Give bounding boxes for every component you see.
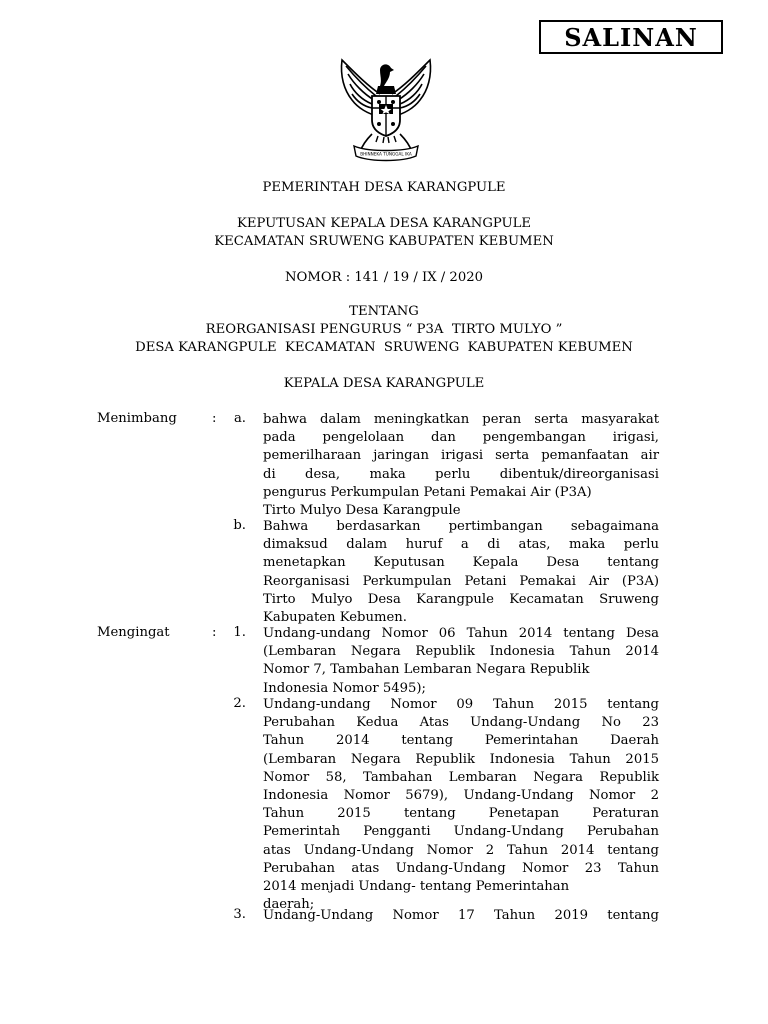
- menimbang-item-b: [263, 518, 659, 627]
- mengingat-mark-2: 2.: [233, 696, 246, 711]
- decree-number: NOMOR : 141 / 19 / IX / 2020: [284, 270, 483, 285]
- text-line: Tirto Mulyo Desa Karangpule Kecamatan Sruweng: [263, 591, 659, 607]
- text-line: Undang-undang Nomor 09 Tahun 2015 tentang: [263, 697, 659, 712]
- mengingat-mark-3: 3.: [233, 907, 246, 922]
- decree-title: KEPUTUSAN KEPALA DESA KARANGPULE: [236, 216, 532, 231]
- menimbang-colon: :: [212, 411, 217, 426]
- text-line: Indonesia Nomor 5495);: [263, 680, 426, 696]
- subject-line-2: DESA KARANGPULE KECAMATAN SRUWENG KABUPATEN KEBUMEN: [135, 340, 633, 355]
- subject-line-1: REORGANISASI PENGURUS “ P3A TIRTO MULYO ”: [205, 322, 563, 337]
- text-line: menetapkan Keputusan Kepala Desa tentang: [263, 555, 659, 571]
- decree-region: KECAMATAN SRUWENG KABUPATEN KEBUMEN: [214, 234, 554, 249]
- text-line: pada pengelolaan dan pengembangan irigasi,: [263, 430, 659, 446]
- text-line: Nomor 58, Tambahan Lembaran Negara Republik: [263, 769, 659, 785]
- issuer-title: KEPALA DESA KARANGPULE: [283, 376, 485, 391]
- text-line: Perubahan atas Undang-Undang Nomor 23 Tahun: [263, 860, 659, 876]
- menimbang-label: Menimbang: [97, 411, 177, 426]
- mengingat-item-3: [263, 907, 659, 925]
- text-line: Nomor 7, Tambahan Lembaran Negara Republik: [263, 662, 590, 678]
- text-line: Tirto Mulyo Desa Karangpule: [263, 503, 461, 519]
- text-line: di desa, maka perlu dibentuk/direorganisasi: [263, 466, 659, 482]
- text-line: Undang-Undang Nomor 17 Tahun 2019 tentang: [263, 908, 659, 923]
- mengingat-label: Mengingat: [97, 625, 170, 640]
- menimbang-mark-a: a.: [233, 411, 246, 426]
- garuda-emblem-icon: [328, 56, 444, 166]
- text-line: Undang-undang Nomor 06 Tahun 2014 tentang Desa: [263, 626, 659, 641]
- mengingat-colon: :: [212, 625, 217, 640]
- text-line: 2014 menjadi Undang- tentang Pemerintahan: [263, 879, 570, 895]
- text-line: Tahun 2015 tentang Penetapan Peraturan: [263, 806, 659, 822]
- text-line: Perubahan Kedua Atas Undang-Undang No 23: [263, 715, 659, 731]
- mengingat-item-1: [263, 625, 659, 698]
- text-line: Pemerintah Pengganti Undang-Undang Perubahan: [263, 824, 659, 840]
- text-line: pemerilharaan jaringan irigasi serta pemanfaatan air: [263, 448, 659, 464]
- govt-name: PEMERINTAH DESA KARANGPULE: [262, 180, 506, 195]
- text-line: Indonesia Nomor 5679), Undang-Undang Nomor 2: [263, 788, 659, 804]
- text-line: atas Undang-Undang Nomor 2 Tahun 2014 tentang: [263, 842, 659, 858]
- subject-heading: TENTANG: [349, 304, 419, 319]
- text-line: dimaksud dalam huruf a di atas, maka perlu: [263, 537, 659, 553]
- text-line: pengurus Perkumpulan Petani Pemakai Air (P3A): [263, 484, 592, 500]
- mengingat-mark-1: 1.: [233, 625, 246, 640]
- text-line: Tahun 2014 tentang Pemerintahan Daerah: [263, 733, 659, 749]
- mengingat-item-2: [263, 696, 659, 914]
- text-line: Reorganisasi Perkumpulan Petani Pemakai Air (P3A): [263, 573, 659, 589]
- emblem-motto: BHINNEKA TUNGGAL IKA: [360, 151, 412, 157]
- menimbang-mark-b: b.: [233, 518, 246, 533]
- text-line: Bahwa berdasarkan pertimbangan sebagaimana: [263, 519, 659, 534]
- text-line: (Lembaran Negara Republik Indonesia Tahun 2014: [263, 644, 659, 660]
- text-line: Kabupaten Kebumen.: [263, 610, 407, 626]
- salinan-stamp: SALINAN: [539, 20, 723, 54]
- menimbang-item-a: [263, 411, 659, 520]
- text-line: (Lembaran Negara Republik Indonesia Tahun 2015: [263, 751, 659, 767]
- text-line: daerah;: [263, 897, 315, 913]
- text-line: bahwa dalam meningkatkan peran serta masyarakat: [263, 412, 659, 427]
